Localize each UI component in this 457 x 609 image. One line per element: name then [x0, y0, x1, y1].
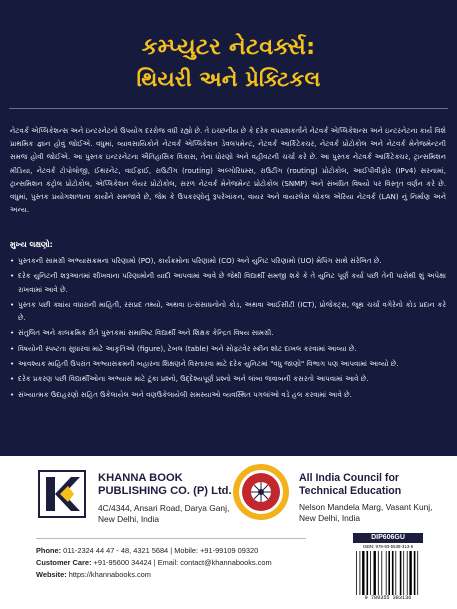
website-link[interactable]: https://khannabooks.com — [68, 570, 151, 579]
book-title-line1: કમ્પ્યુટર નેટવર્ક્સ: — [141, 34, 316, 60]
customer-care-label: Customer Care: — [36, 558, 92, 567]
barcode-bar — [370, 551, 371, 595]
aicte-address-line1: Nelson Mandela Marg, Vasant Kunj, — [299, 502, 433, 512]
contact-info — [36, 545, 272, 581]
feature-text: પુસ્તક પછી ક્યાંય વધારાની માહિતી, રસપ્રદ તથ્યો, અથવા ઇ-સંસાધનોનો કોડ, અથવા આઈસીટી (ICT), પ્રોજેક્ટ્સ, જૂથ ચર્ચા વગેરેનો કોડ પ્રદાન કરે છે. — [18, 299, 446, 323]
feature-text: પુસ્તકની સામગ્રી અભ્યાસક્રમના પરિણામો (PO), કાર્યક્રમોના પરિણામો (CO) અને યુનિટ પરિણામો (UO) મેપિંગ સાથે સંરેખિત છે. — [18, 256, 382, 265]
product-code: DIP606GU — [353, 533, 423, 543]
book-description: નેટવર્ક એપ્લિકેશન્સ અને ઇન્ટરનેટનો ઉપયોગ દરરોજ વધી રહ્યો છે. તે ઇચ્છનીય છે કે દરેક વપરાશકર્તાને નેટવર્ક એપ્લિકેશન્સ અને ઇન્ટરનેટના કાર્ય વિશે પ્રાથમિક જ્ઞાન હોવું જોઈએ. વધુમાં, વ્યાવસાયિકોને નેટવર્ક એપ્લિકેશન ડેવલપમેન્ટ, નેટવર્ક આર્કિટેક્ચર, નેટવર્ક પ્રોટોકોલ અને નેટવર્ક મેનેજમેન્ટની સમજ હોવી જોઈએ. આ પુસ્તક ઇન્ટરનેટના ઐતિહાસિક વિકાસ, તેના ધોરણો અને વહીવટની ચર્ચા કરે છે. આ પુસ્તક નેટવર્ક આર્કિટેક્ચર, ટ્રાન્સમિશન મીડિયા, નેટવર્ક ટોપોલોજી, ઈથરનેટ, વાઈફાઈ, રાઉટીંગ (routing) અલ્ગોરિધમ્સ, રાઉટીંગ (routing) પ્રોટોકોલ, આઈપીવીફોર (IPv4) સરનામાં, ટ્રાન્સમિશન કંટ્રોલ પ્રોટોકોલ, એપ્લિકેશન લેયર પ્રોટોકોલ, સરળ નેટવર્ક મેનેજમેન્ટ પ્રોટોકોલ (SNMP) અને સંબંધિત વિષયો પર વિસ્તૃત વર્ણન કરે છે. વધુમાં, પુસ્તક પ્રયોગશાળાના કાર્યોને સમજાવે છે, જેમ કે ઉપકરણોનું રૂપરેખાંકન, વાયર અને વાયરલેસ લોકલ એરિયા નેટવર્ક (LAN) નું નિર્માણ અને અન્ય. — [10, 126, 446, 215]
aicte-name-line1: All India Council for — [299, 472, 400, 484]
barcode-bar — [378, 551, 379, 595]
feature-item — [10, 357, 446, 370]
barcode-bar — [381, 551, 382, 595]
aicte-name-line2: Technical Education — [299, 485, 402, 497]
barcode-bar — [388, 551, 390, 595]
customer-care-line — [36, 557, 272, 569]
barcode-block — [353, 533, 423, 602]
barcode-bar — [374, 551, 376, 595]
barcode-bar — [367, 551, 369, 595]
barcode-bar — [360, 551, 361, 595]
barcode-bar — [356, 551, 357, 595]
bullet-icon: • — [10, 328, 15, 338]
feature-text: દરેક પ્રકરણ પછી વિદ્યાર્થીઓના અભ્યાસ માટે ટૂંકા પ્રશ્નો, ઉદ્દેશ્યપૂર્ણ પ્રશ્નો અને લાંબા જવાબની કસરતો આપવામાં આવે છે. — [18, 374, 369, 384]
publisher-address-line2: New Delhi, India — [98, 513, 159, 524]
barcode-bar — [400, 551, 402, 595]
aicte-seal-icon — [232, 463, 290, 521]
barcode-bar — [407, 551, 408, 595]
feature-text: આવશ્યક માહિતી ઉપરાંત અભ્યાસક્રમની બહારના શિક્ષણને વિસ્તારવા માટે દરેક યુનિટમાં "વધુ જાણો" વિભાગ પણ આપવામાં આવ્યો છે. — [18, 359, 399, 369]
barcode-bar — [414, 551, 416, 595]
aicte-name — [299, 472, 401, 498]
title-separator — [9, 108, 448, 109]
phone-value: 011-2324 44 47 - 48, 4321 5684 | Mobile: +91-99109 09320 — [63, 546, 259, 555]
footer-divider — [36, 538, 306, 539]
feature-text: વિષયોની સ્પષ્ટતા સુધારવા માટે આકૃતિઓ (figure), ટેબલ (table) અને સોફ્ટવેર સ્ક્રીન શૉટ દાખલ કરવામાં આવ્યા છે. — [18, 343, 357, 353]
key-features-heading: મુખ્ય લક્ષણો: — [10, 240, 53, 249]
barcode-bar — [395, 551, 396, 595]
bullet-icon: • — [10, 256, 15, 265]
feature-item — [10, 342, 446, 355]
publisher-address-line1: 4C/4344, Ansari Road, Darya Ganj, — [98, 503, 230, 513]
feature-item — [10, 298, 446, 325]
website-label: Website: — [36, 570, 67, 579]
feature-text: સંતુલિત અને કાલક્રમિક રીતે પુસ્તકમાં સમાવિષ્ટ વિદ્યાર્થી અને શિક્ષક કેન્દ્રિત વિષય સામગ્રી. — [18, 328, 274, 338]
publisher-name-line1: KHANNA BOOK — [98, 472, 183, 484]
website-line — [36, 569, 272, 581]
bullet-icon: • — [10, 271, 15, 281]
bullet-icon: • — [10, 343, 15, 353]
aicte-address — [299, 502, 432, 523]
key-features-list — [10, 254, 446, 401]
feature-text: દરેક યુનિટની શરૂઆતમાં શીખવાના પરિણામોની યાદી આપવામાં આવે છે જેથી વિદ્યાર્થી સમજી શકે કે તે યુનિટ પૂર્ણ કર્યા પછી તેની પાસેથી શું અપેક્ષા રાખવામાં આવે છે. — [18, 271, 446, 294]
barcode-bar — [386, 551, 387, 595]
feature-item — [10, 254, 446, 267]
phone-line — [36, 545, 272, 557]
bullet-icon: • — [10, 359, 15, 369]
feature-item — [10, 388, 446, 401]
book-title-line2: થિયરી અને પ્રેક્ટિકલ — [136, 67, 321, 91]
publisher-name — [98, 472, 232, 498]
phone-label: Phone: — [36, 546, 62, 555]
customer-care-value: +91-95600 34424 | Email: contact@khannabooks.com — [93, 558, 272, 567]
barcode-bar — [409, 551, 411, 595]
bullet-icon: • — [10, 389, 15, 399]
khanna-book-logo-icon — [38, 470, 86, 518]
barcode-bar — [362, 551, 364, 595]
bullet-icon: • — [10, 374, 15, 384]
barcode-bar — [392, 551, 394, 595]
barcode-number: 9 789355 383136 — [364, 595, 412, 601]
aicte-address-line2: New Delhi, India — [299, 512, 360, 523]
feature-text: સંખ્યાત્મક ઉદાહરણો સહિત ઉકેલાયેલ અને વણઉકેલાયેલી સમસ્યાઓ વ્યવસ્થિત પગલાંઓ વડે હલ કરવામાં આવે છે. — [18, 389, 352, 399]
barcode-bar — [403, 551, 404, 595]
bullet-icon: • — [10, 299, 15, 309]
barcode-bar — [417, 551, 418, 595]
isbn-label: ISBN: 978-93-5538-313-6 — [362, 544, 414, 549]
feature-item — [10, 372, 446, 385]
feature-item — [10, 326, 446, 339]
publisher-name-line2: PUBLISHING CO. (P) Ltd. — [98, 485, 232, 497]
feature-item — [10, 269, 446, 296]
barcode-icon — [353, 551, 423, 595]
book-title — [0, 31, 457, 95]
publisher-address — [98, 503, 229, 524]
key-features-section — [10, 239, 446, 403]
